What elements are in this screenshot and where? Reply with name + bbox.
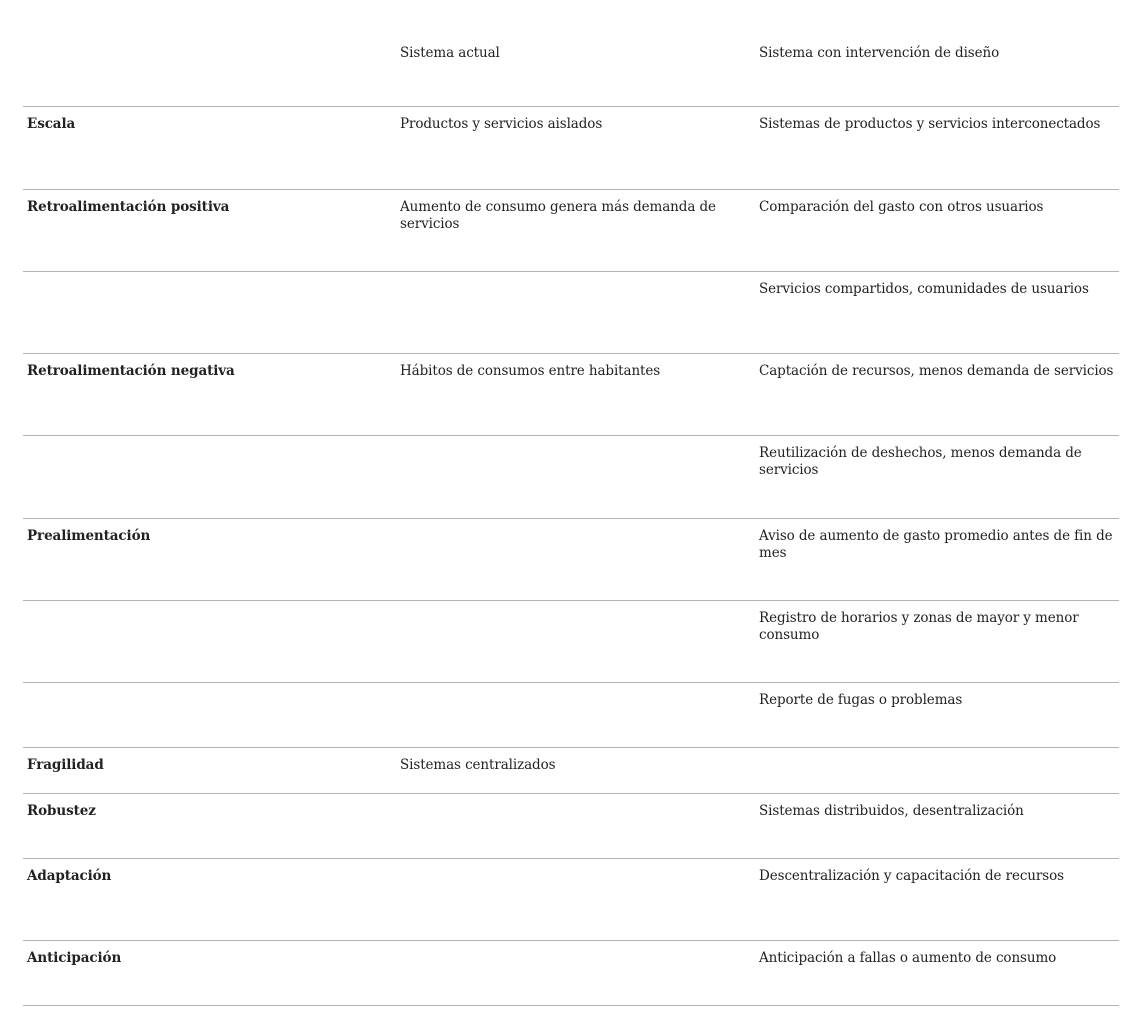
row-design: Reporte de fugas o problemas (759, 692, 963, 708)
row-current: Aumento de consumo genera más demanda de servicios (400, 199, 716, 232)
table-row (23, 272, 1119, 354)
table-row (23, 107, 1119, 190)
row-design: Descentralización y capacitación de recursos (759, 868, 1064, 884)
table-row (23, 436, 1119, 519)
row-design: Captación de recursos, menos demanda de servicios (759, 363, 1114, 379)
row-design: Sistemas de productos y servicios interconectados (759, 116, 1101, 132)
row-aspect: Prealimentación (27, 528, 151, 544)
table-row (23, 794, 1119, 859)
row-design: Anticipación a fallas o aumento de consumo (759, 950, 1057, 966)
row-aspect: Anticipación (27, 950, 122, 966)
row-design: Sistemas distribuidos, desentralización (759, 803, 1024, 819)
header-design-system: Sistema con intervención de diseño (759, 45, 1000, 61)
comparison-table (23, 0, 1119, 1006)
header-current-system: Sistema actual (400, 45, 500, 61)
row-aspect: Retroalimentación negativa (27, 363, 235, 379)
row-current: Sistemas centralizados (400, 757, 556, 773)
table-row (23, 601, 1119, 683)
table-row (23, 859, 1119, 941)
row-aspect: Robustez (27, 803, 96, 819)
row-aspect: Adaptación (27, 868, 112, 884)
row-design: Reutilización de deshechos, menos demanda de servicios (759, 445, 1082, 478)
table-row (23, 519, 1119, 601)
row-design: Registro de horarios y zonas de mayor y menor consumo (759, 610, 1079, 643)
table-row (23, 190, 1119, 272)
table-row (23, 941, 1119, 1006)
table-header-row (23, 0, 1119, 107)
table-row (23, 748, 1119, 794)
row-design: Servicios compartidos, comunidades de usuarios (759, 281, 1089, 297)
row-aspect: Escala (27, 116, 76, 132)
table-row (23, 354, 1119, 436)
row-aspect: Retroalimentación positiva (27, 199, 230, 215)
row-design: Comparación del gasto con otros usuarios (759, 199, 1044, 215)
row-aspect: Fragilidad (27, 757, 104, 773)
row-current: Productos y servicios aislados (400, 116, 603, 132)
row-current: Hábitos de consumos entre habitantes (400, 363, 661, 379)
row-design: Aviso de aumento de gasto promedio antes de fin de mes (759, 528, 1113, 561)
table-row (23, 683, 1119, 748)
